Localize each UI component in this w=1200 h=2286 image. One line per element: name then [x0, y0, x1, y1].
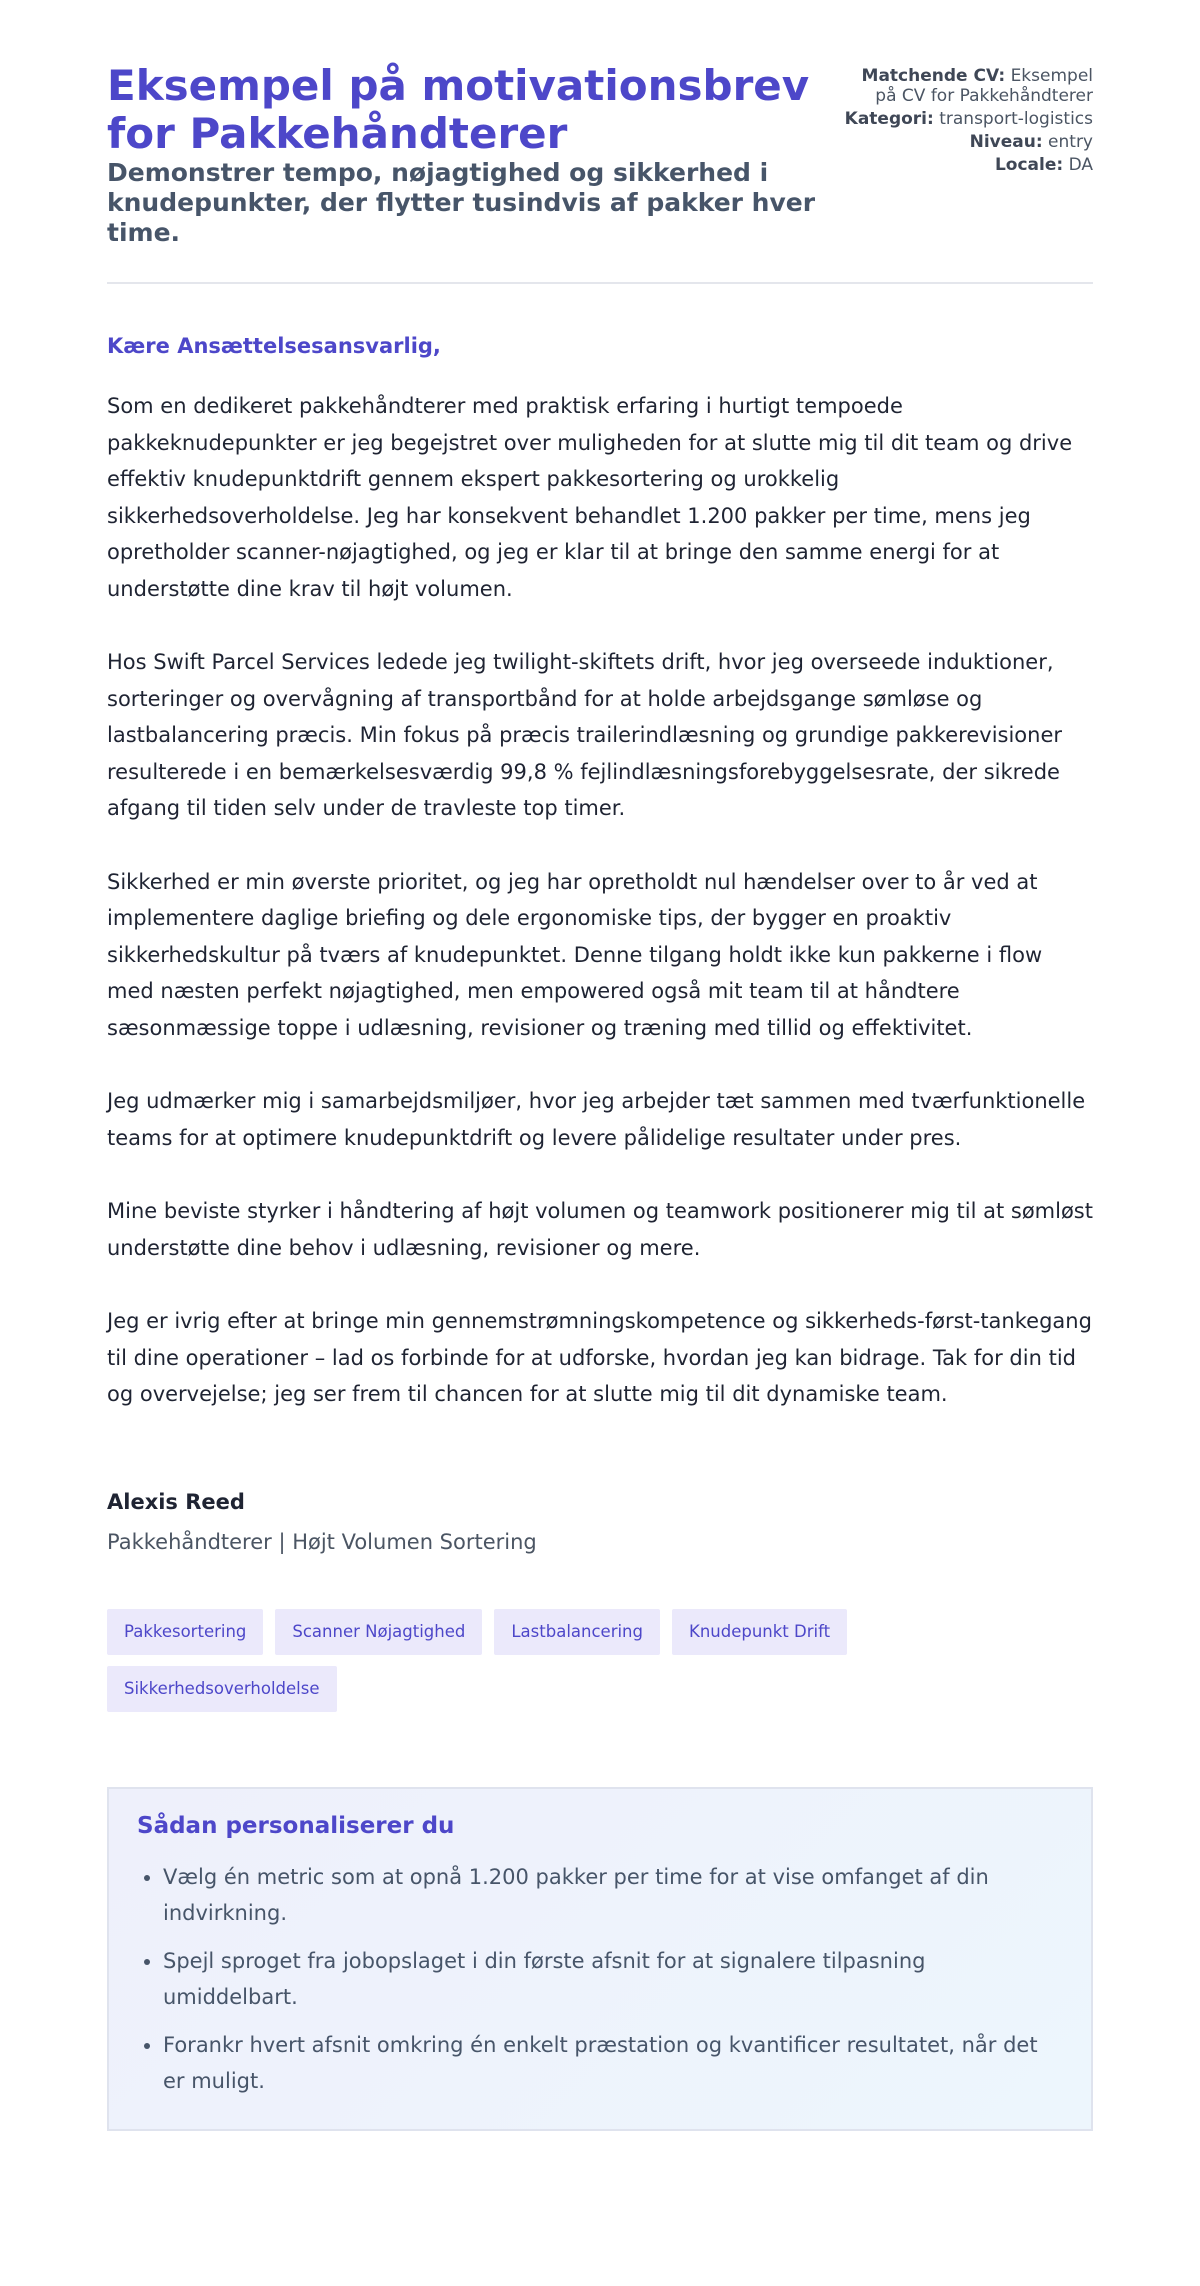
tip-item: • Forankr hvert afsnit omkring én enkelt præstation og kvantificer resultatet, når det er muligt. — [163, 2027, 1063, 2099]
meta-matching-cv — [843, 66, 1093, 106]
skill-tag: Knudepunkt Drift — [672, 1609, 847, 1655]
meta-cv-label: Matchende CV: — [861, 66, 1006, 86]
page-header — [107, 62, 1093, 284]
meta-panel — [843, 62, 1093, 178]
letter-body — [107, 332, 1093, 2131]
skill-tag: Lastbalancering — [494, 1609, 660, 1655]
meta-category — [843, 109, 1093, 129]
tip-item: • Spejl sproget fra jobopslaget i din første afsnit for at signalere tilpasning umiddelbart. — [163, 1943, 1063, 2015]
signature-block — [107, 1488, 1093, 1556]
letter-paragraph-6: Jeg er ivrig efter at bringe min gennemstrømningskompetence og sikkerheds-først-tankegang til dine operationer – lad os forbinde for at udforske, hvordan jeg kan bidrage. Tak for din tid og overvejelse; jeg ser frem til chancen for at slutte mig til dit dynamiske team. — [107, 1309, 1092, 1406]
skill-tags — [107, 1609, 907, 1712]
meta-cv-value: Eksempel på CV for Pakkehåndterer — [875, 66, 1093, 106]
meta-level — [843, 132, 1093, 152]
tips-title: Sådan personaliserer du — [137, 1812, 455, 1839]
personalization-tips — [107, 1787, 1093, 2131]
page-subtitle: Demonstrer tempo, nøjagtighed og sikkerhed i knudepunkter, der flytter tusindvis af pakker hver time. — [107, 158, 816, 247]
meta-locale — [843, 155, 1093, 175]
skill-tag: Pakkesortering — [107, 1609, 263, 1655]
signature-name: Alexis Reed — [107, 1489, 245, 1514]
tips-list — [137, 1859, 1063, 2099]
meta-level-value: entry — [1048, 132, 1093, 152]
meta-locale-value: DA — [1068, 155, 1093, 175]
letter-paragraph-2: Hos Swift Parcel Services ledede jeg twilight-skiftets drift, hvor jeg overseede induktioner, sorteringer og overvågning af transportbånd for at holde arbejdsgange sømløse og lastbalancering præcis. Min fokus på præcis trailerindlæsning og grundige pakkerevisioner resulterede i en bemærkelsesværdig 99,8 % fejlindlæsningsforebyggelsesrate, der sikrede afgang til tiden selv under de travleste top timer. — [107, 650, 1063, 820]
letter-paragraph-3: Sikkerhed er min øverste prioritet, og jeg har opretholdt nul hændelser over to år ved at implementere daglige briefing og dele ergonomiske tips, der bygger en proaktiv sikkerhedskultur på tværs af knudepunktet. Denne tilgang holdt ikke kun pakkerne i flow med næsten perfekt nøjagtighed, men empowered også mit team til at håndtere sæsonmæssige toppe i udlæsning, revisioner og træning med tillid og effektivitet. — [107, 869, 1043, 1040]
letter-paragraph-4: Jeg udmærker mig i samarbejdsmiljøer, hvor jeg arbejder tæt sammen med tværfunktionelle teams for at optimere knudepunktdrift og levere pålidelige resultater under pres. — [107, 1089, 1086, 1150]
letter-paragraph-1: Som en dedikeret pakkehåndterer med praktisk erfaring i hurtigt tempoede pakkeknudepunkter er jeg begejstret over muligheden for at slutte mig til dit team og drive effektiv knudepunktdrift gennem ekspert pakkesortering og urokkelig sikkerhedsoverholdelse. Jeg har konsekvent behandlet 1.200 pakker per time, mens jeg opretholder scanner-nøjagtighed, og jeg er klar til at bringe den samme energi for at understøtte dine krav til højt volumen. — [107, 394, 1073, 601]
meta-category-value: transport-logistics — [939, 109, 1093, 129]
skill-tag: Sikkerhedsoverholdelse — [107, 1666, 337, 1712]
salutation: Kære Ansættelsesansvarlig, — [107, 334, 441, 358]
meta-category-label: Kategori: — [844, 109, 934, 129]
signature-role: Pakkehåndterer | Højt Volumen Sortering — [107, 1529, 537, 1554]
header-title-block — [107, 62, 827, 248]
meta-level-label: Niveau: — [969, 132, 1043, 152]
skill-tag: Scanner Nøjagtighed — [275, 1609, 482, 1655]
page-title: Eksempel på motivationsbrev for Pakkehåndterer — [107, 61, 810, 158]
meta-locale-label: Locale: — [994, 155, 1064, 175]
tip-item: • Vælg én metric som at opnå 1.200 pakker per time for at vise omfanget af din indvirkning. — [163, 1859, 1063, 1931]
letter-paragraph-5: Mine beviste styrker i håndtering af højt volumen og teamwork positionerer mig til at sømløst understøtte dine behov i udlæsning, revisioner og mere. — [107, 1199, 1093, 1260]
